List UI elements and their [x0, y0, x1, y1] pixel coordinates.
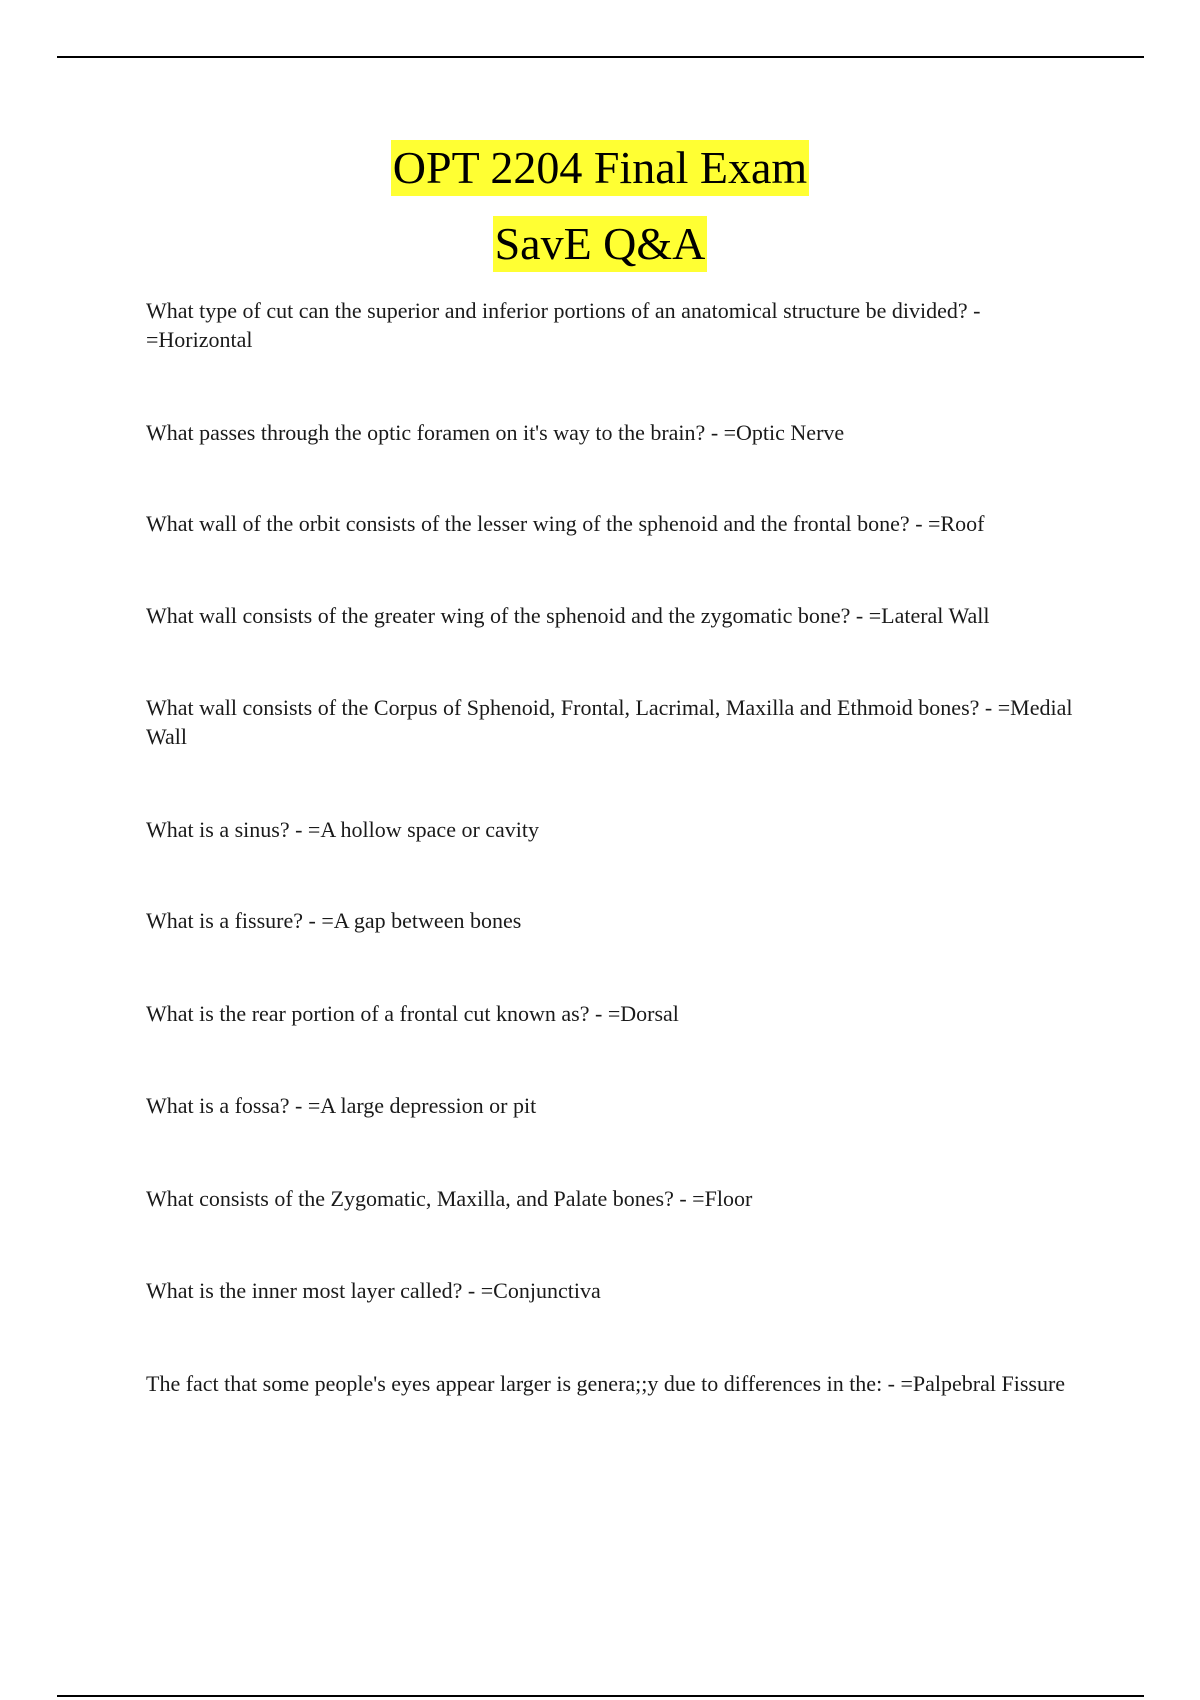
qa-item: What wall consists of the Corpus of Sphenoid, Frontal, Lacrimal, Maxilla and Ethmoid bones? - =Medial Wall: [146, 695, 1073, 749]
qa-item: What is the inner most layer called? - =Conjunctiva: [146, 1278, 601, 1303]
qa-item: What is the rear portion of a frontal cut known as? - =Dorsal: [146, 1001, 679, 1026]
qa-item: What is a fossa? - =A large depression or pit: [146, 1093, 537, 1118]
qa-item: What passes through the optic foramen on it's way to the brain? - =Optic Nerve: [146, 420, 845, 445]
qa-item: The fact that some people's eyes appear larger is genera;;y due to differences in the: - =Palpebral Fissure: [146, 1371, 1066, 1396]
qa-item: What is a fissure? - =A gap between bones: [146, 908, 522, 933]
qa-item: What type of cut can the superior and inferior portions of an anatomical structure be divided? - =Horizontal: [146, 298, 981, 352]
top-rule: [57, 56, 1144, 58]
title-line-2: SavE Q&A: [493, 216, 708, 272]
qa-item: What is a sinus? - =A hollow space or cavity: [146, 817, 540, 842]
qa-item: What consists of the Zygomatic, Maxilla, and Palate bones? - =Floor: [146, 1186, 753, 1211]
bottom-rule: [57, 1695, 1144, 1697]
qa-item: What wall of the orbit consists of the lesser wing of the sphenoid and the frontal bone? - =Roof: [146, 511, 985, 536]
document-title: [0, 140, 1200, 292]
title-line-1: OPT 2204 Final Exam: [391, 140, 809, 196]
qa-item: What wall consists of the greater wing of the sphenoid and the zygomatic bone? - =Lateral Wall: [146, 603, 990, 628]
